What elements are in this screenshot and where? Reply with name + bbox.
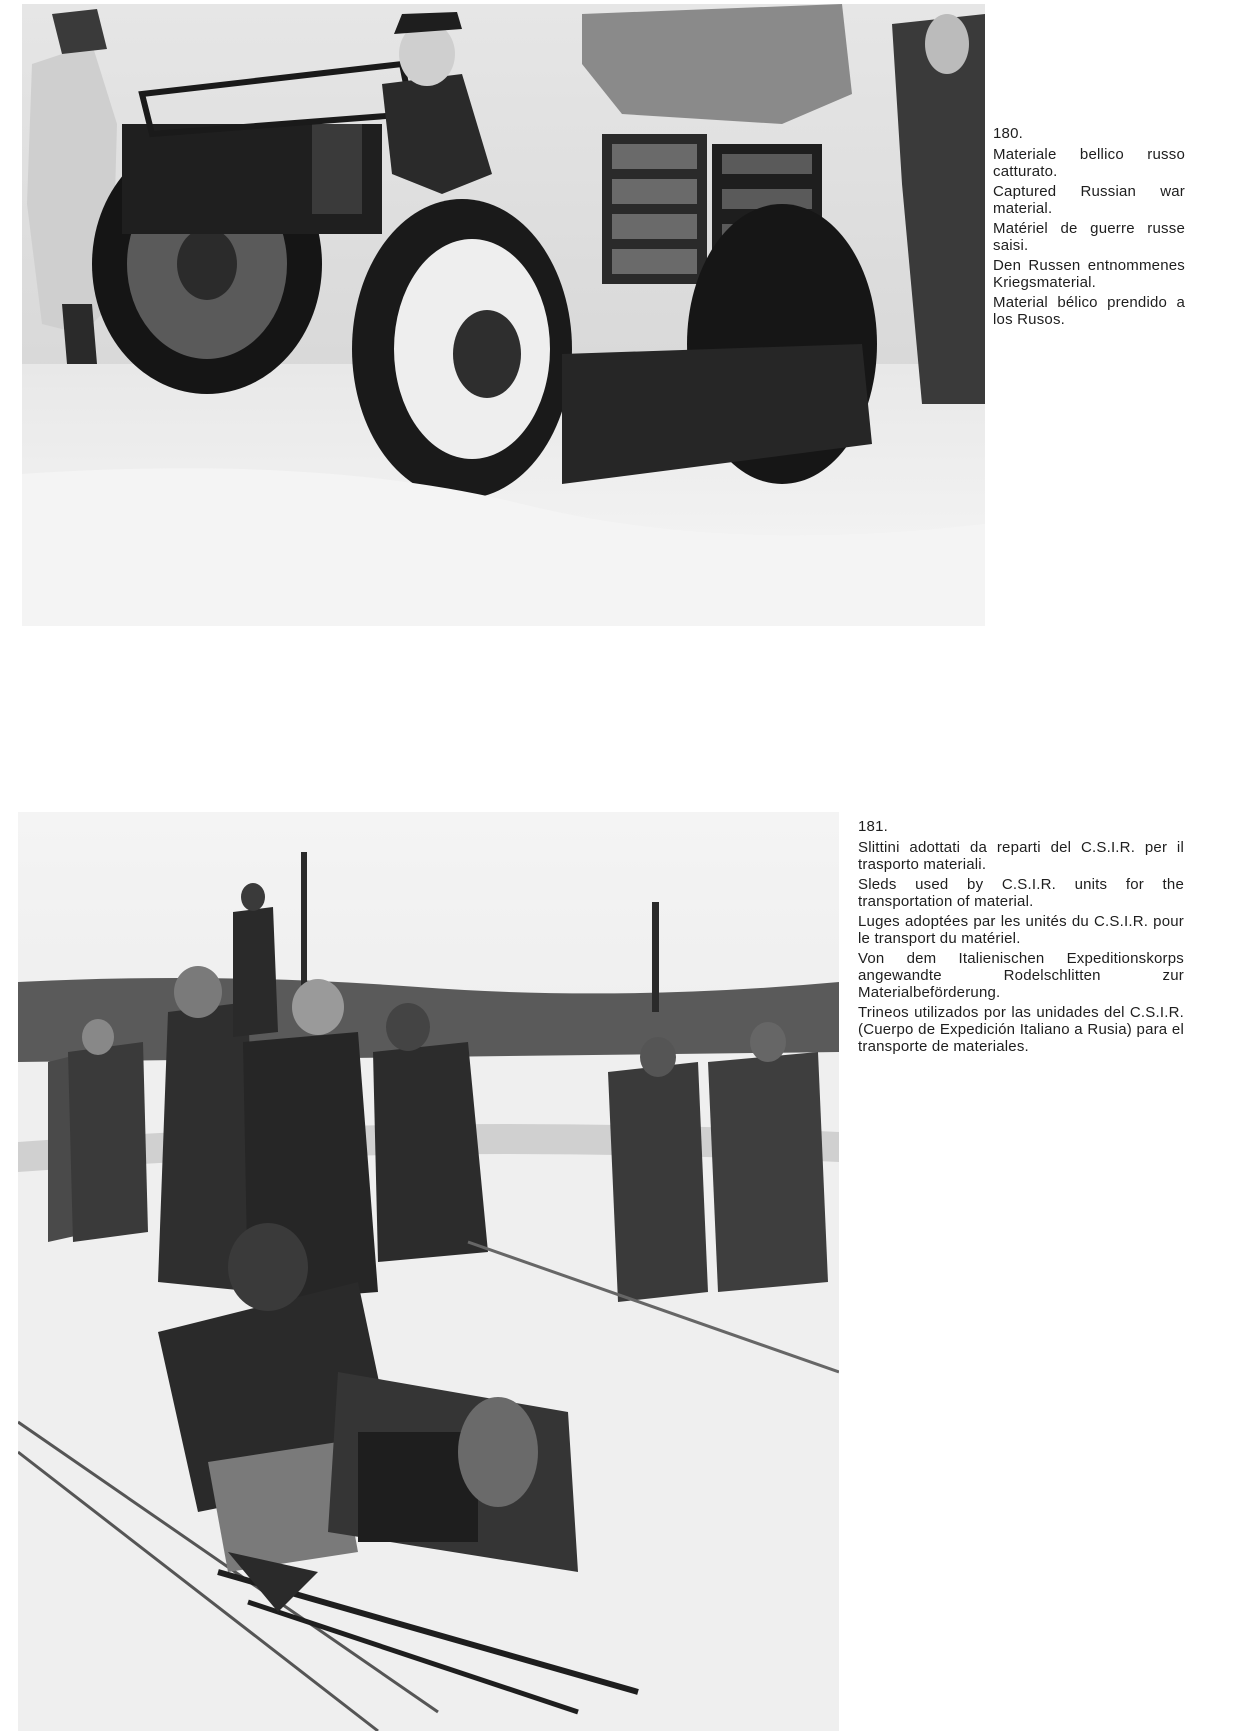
caption-spanish: Material bélico prendido a los Rusos. <box>993 294 1185 328</box>
photo-180-illustration <box>22 4 985 626</box>
photo-soldiers-sleds <box>18 812 839 1731</box>
caption-italian: Slittini adottati da reparti del C.S.I.R. per il trasporto materiali. <box>858 839 1184 873</box>
caption-number: 181. <box>858 818 888 835</box>
caption-photo-180 <box>993 125 1185 331</box>
caption-english: Captured Russian war material. <box>993 183 1185 217</box>
caption-english: Sleds used by C.S.I.R. units for the transportation of material. <box>858 876 1184 910</box>
caption-german: Von dem Italienischen Expeditionskorps angewandte Rodelschlitten zur Materialbeförderung. <box>858 950 1184 1001</box>
caption-french: Matériel de guerre russe saisi. <box>993 220 1185 254</box>
caption-number: 180. <box>993 125 1023 142</box>
caption-italian: Materiale bellico russo catturato. <box>993 146 1185 180</box>
caption-photo-181 <box>858 818 1184 1058</box>
caption-german: Den Russen entnommenes Kriegsmaterial. <box>993 257 1185 291</box>
photo-181-illustration <box>18 812 839 1731</box>
caption-french: Luges adoptées par les unités du C.S.I.R. pour le transport du matériel. <box>858 913 1184 947</box>
caption-spanish: Trineos utilizados por las unidades del C.S.I.R. (Cuerpo de Expedición Italiano a Rusia) para el transporte de materiales. <box>858 1004 1184 1055</box>
photo-captured-vehicle <box>22 4 985 626</box>
